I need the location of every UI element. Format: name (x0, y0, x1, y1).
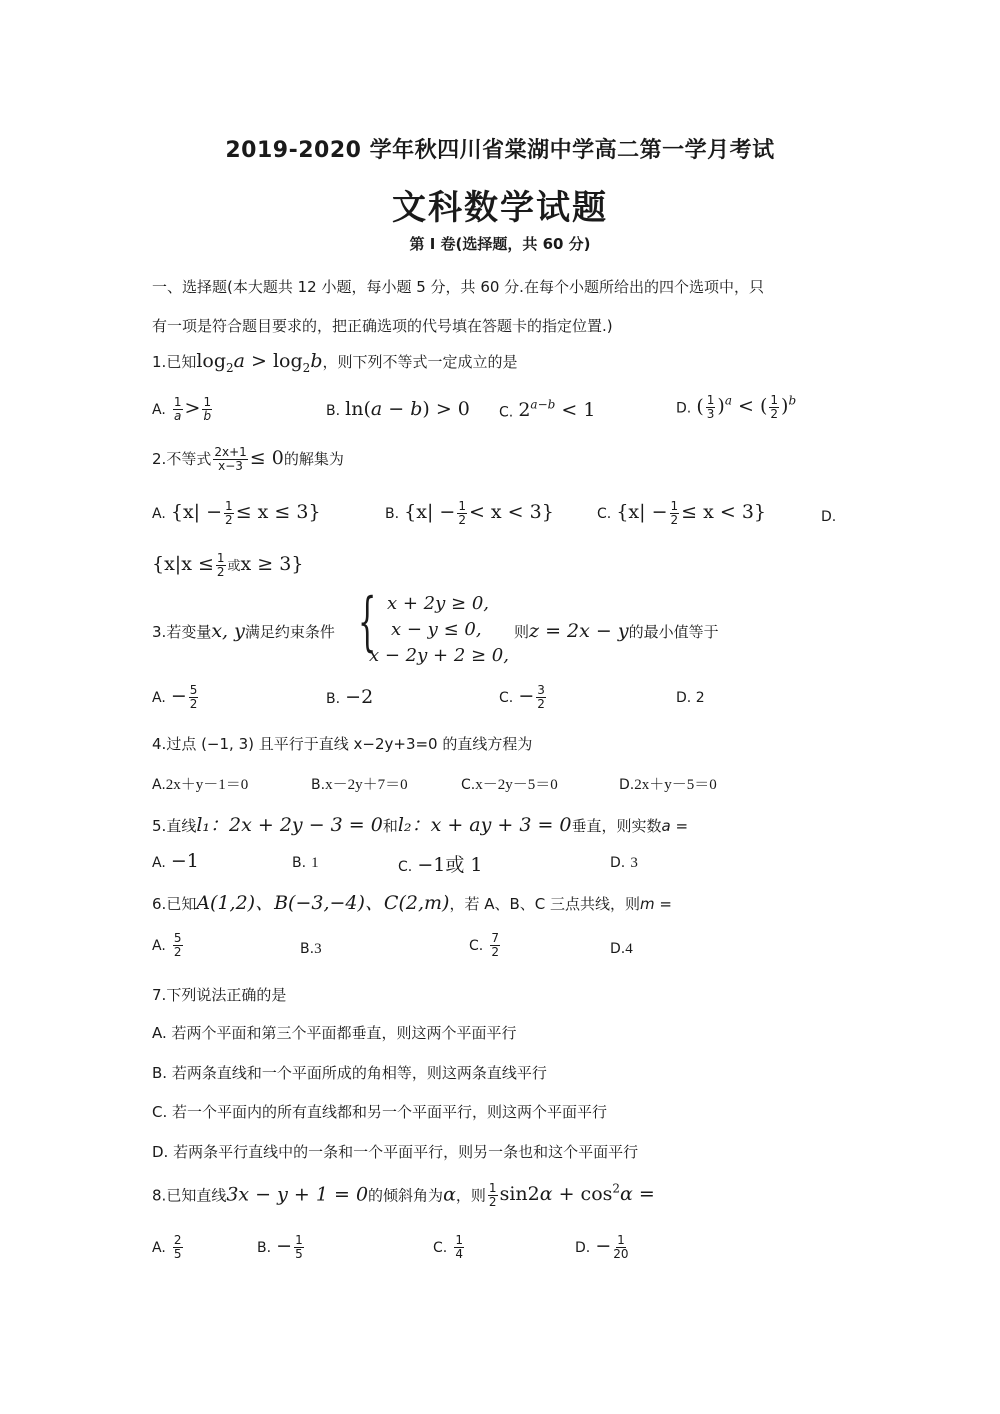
question-5-stem: 5.直线l₁：2x + 2y − 3 = 0和l₂：x + ay + 3 = 0垂直，则实数a = (152, 814, 689, 836)
q4-option-d: D.2x＋y－5＝0 (619, 777, 717, 793)
q7-option-a: A. 若两个平面和第三个平面都垂直，则这两个平面平行 (152, 1024, 517, 1042)
q3-option-b: B. −2 (326, 686, 374, 708)
q7-option-c: C. 若一个平面内的所有直线都和另一个平面平行，则这两个平面平行 (152, 1103, 608, 1121)
q6-option-a: A. $\frac{5}{2}$ (152, 931, 182, 959)
question-4-stem: 4.过点 (−1, 3) 且平行于直线 x−2y+3=0 的直线方程为 (152, 735, 533, 753)
q3-objective: 则z = 2x − y的最小值等于 (514, 620, 719, 642)
q5-option-d: D. 3 (610, 855, 638, 871)
q1-condition: $\log_2a > \log_2b$ (196, 350, 323, 375)
q2-option-c: C. {x| − $\frac{1}{2}$ ≤ x < 3} (597, 499, 766, 527)
constraint-2: x − y ≤ 0, (391, 619, 482, 640)
q8-option-b: B. − $\frac{1}{5}$ (257, 1233, 303, 1261)
q8-option-a: A. $\frac{2}{5}$ (152, 1233, 182, 1261)
q1-option-a: A. $\frac{1}{a}$ > $\frac{1}{b}$ (152, 395, 212, 423)
q5-option-a: A. −1 (152, 850, 199, 872)
question-7-stem: 7.下列说法正确的是 (152, 986, 287, 1004)
constraint-3: x − 2y + 2 ≥ 0, (369, 645, 509, 666)
question-3-stem: 3.若变量x, y满足约束条件 (152, 620, 335, 642)
constraint-1: x + 2y ≥ 0, (387, 593, 489, 614)
q2-option-d-label: D. (821, 509, 837, 525)
q3-option-a: A. − $\frac{5}{2}$ (152, 683, 198, 711)
q1-option-b: B. ln(a − b) > 0 (326, 398, 470, 420)
q8-option-c: C. $\frac{1}{4}$ (433, 1233, 463, 1261)
q7-option-b: B. 若两条直线和一个平面所成的角相等，则这两条直线平行 (152, 1064, 547, 1082)
question-6-stem: 6.已知A(1,2)、B(−3,−4)、C(2,m)，若 A、B、C 三点共线，则m = (152, 892, 672, 914)
q4-option-a: A.2x＋y－1＝0 (152, 777, 249, 793)
q3-option-d: D. 2 (676, 690, 705, 706)
question-8-stem: 8.已知直线3x − y + 1 = 0的倾斜角为α，则 $\frac{1}{2}$ $\sin 2\alpha + \cos^2\alpha$ = (152, 1181, 655, 1210)
q2-option-a: A. {x| − $\frac{1}{2}$ ≤ x ≤ 3} (152, 499, 321, 527)
q7-option-d: D. 若两条平行直线中的一条和一个平面平行，则另一条也和这个平面平行 (152, 1143, 639, 1161)
q5-option-b: B. 1 (292, 855, 319, 871)
q5-option-c: C. −1或 1 (398, 854, 483, 876)
q6-option-b: B.3 (300, 941, 322, 957)
constraint-brace: { (358, 585, 377, 659)
q4-option-c: C.x－2y－5＝0 (461, 777, 558, 793)
section-title: 第 I 卷(选择题，共 60 分) (409, 235, 591, 253)
q4-option-b: B.x－2y＋7＝0 (311, 777, 408, 793)
q6-option-d: D.4 (610, 941, 633, 957)
q1-option-d: D. ( $\frac{1}{3}$ )$^a$ < ( $\frac{1}{2}$ )$^b$ (676, 393, 797, 422)
q8-option-d: D. − $\frac{1}{20}$ (575, 1233, 629, 1261)
instructions-line-2: 有一项是符合题目要求的，把正确选项的代号填在答题卡的指定位置.) (152, 317, 613, 335)
q6-option-c: C. $\frac{7}{2}$ (469, 931, 499, 959)
instructions-line-1: 一、选择题(本大题共 12 小题，每小题 5 分，共 60 分.在每个小题所给出的四个选项中，只 (152, 278, 764, 296)
exam-title: 2019-2020 学年秋四川省棠湖中学高二第一学月考试 (225, 138, 775, 163)
q1-option-c: C. $2^{a-b} < 1$ (499, 398, 596, 422)
q2-option-d: {x|x ≤ $\frac{1}{2}$ 或x ≥ 3} (152, 551, 304, 579)
q2-option-b: B. {x| − $\frac{1}{2}$ < x < 3} (385, 499, 554, 527)
question-1-stem: 1.已知$\log_2a > \log_2b$，则下列不等式一定成立的是 (152, 350, 518, 375)
question-2-stem: 2.不等式 $\frac{2x+1}{x-3}$ ≤ 0的解集为 (152, 445, 344, 473)
q3-option-c: C. − $\frac{3}{2}$ (499, 683, 545, 711)
subject-title: 文科数学试题 (392, 188, 608, 228)
